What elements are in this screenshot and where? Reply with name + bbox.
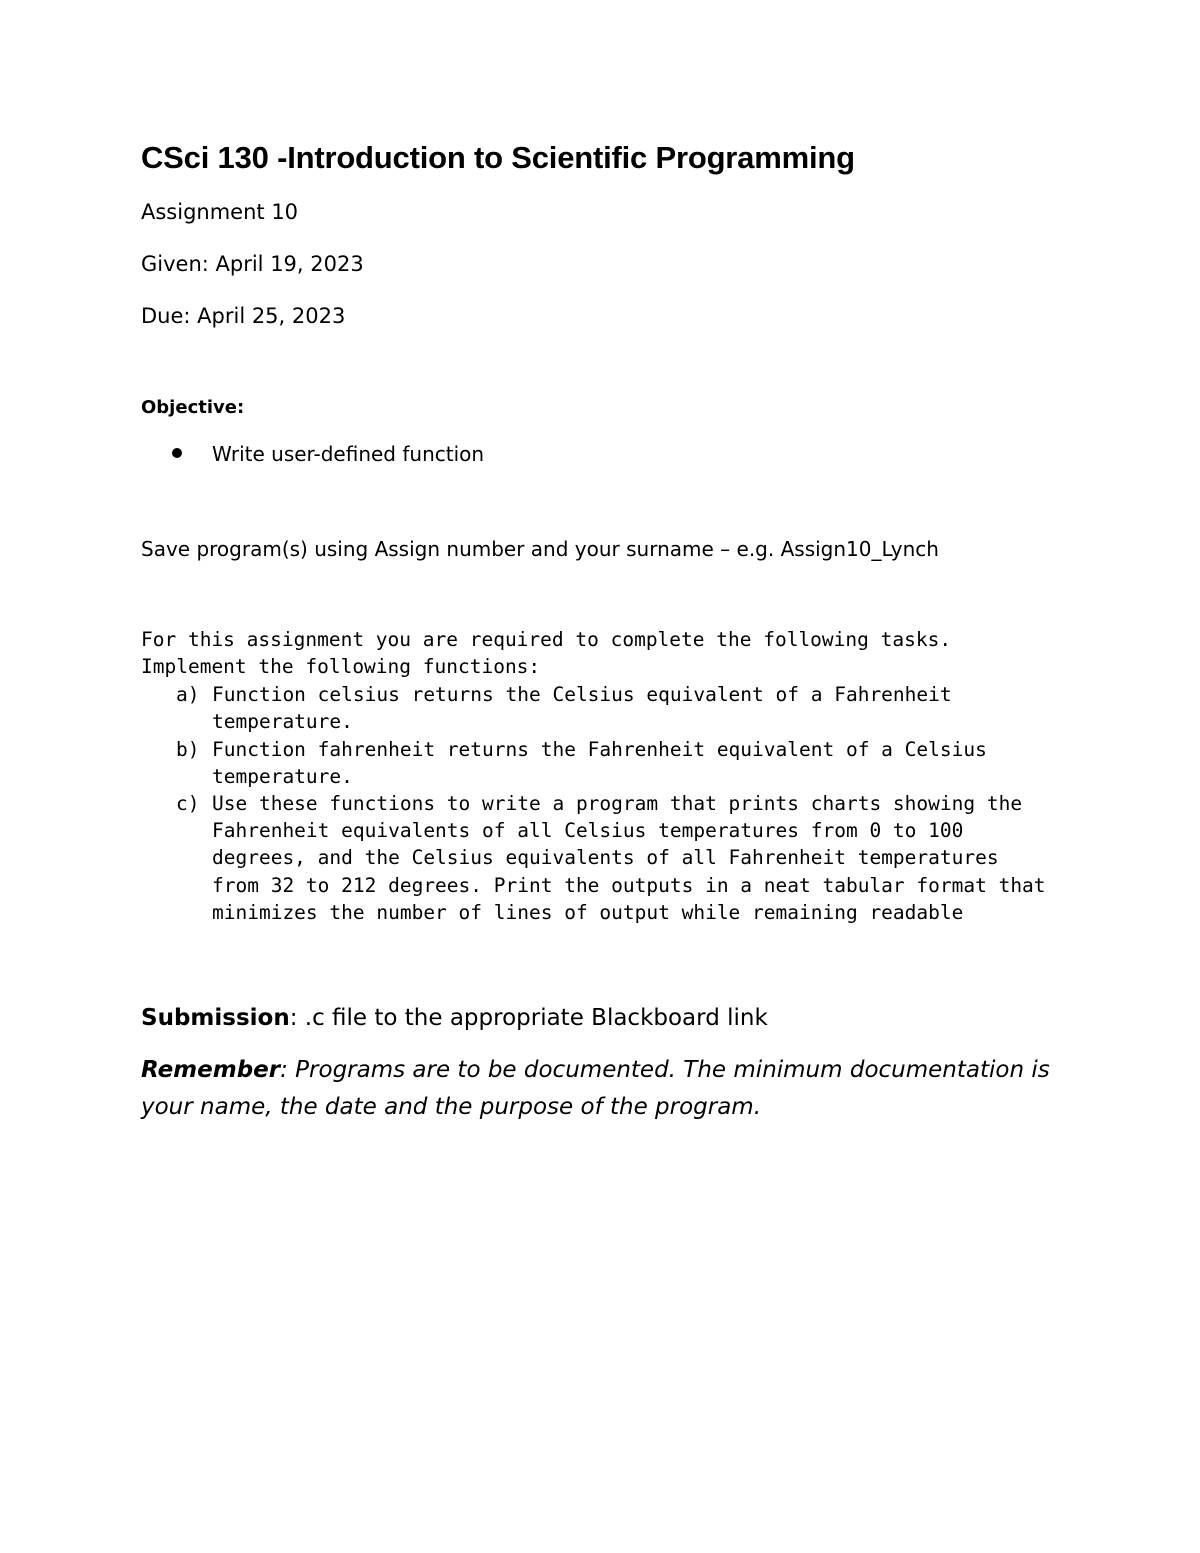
submission-label: Submission: [141, 1005, 290, 1031]
submission-line: [141, 1005, 768, 1031]
task-a-line: Function celsius returns the Celsius equivalent of a Fahrenheit: [212, 683, 952, 706]
save-instruction: Save program(s) using Assign number and your surname – e.g. Assign10_Lynch: [141, 537, 939, 561]
page-title: CSci 130 -Introduction to Scientific Programming: [141, 140, 855, 175]
due-date: Due: April 25, 2023: [141, 304, 346, 328]
tasks-intro-line2: Implement the following functions:: [141, 655, 541, 678]
remember-label: Remember: [141, 1057, 281, 1083]
objective-label: Objective:: [141, 397, 245, 418]
assignment-number: Assignment 10: [141, 200, 299, 224]
remember-line1: [141, 1057, 1050, 1083]
remember-text: : Programs are to be documented. The minimum documentation is: [280, 1057, 1050, 1083]
task-b-line: Function fahrenheit returns the Fahrenheit equivalent of a Celsius: [212, 738, 987, 761]
task-c-line: degrees, and the Celsius equivalents of all Fahrenheit temperatures: [212, 846, 999, 869]
task-b-line: temperature.: [212, 765, 353, 788]
task-b-marker: b): [176, 738, 200, 761]
task-c-line: minimizes the number of lines of output while remaining readable: [212, 901, 964, 924]
tasks-intro-line1: For this assignment you are required to complete the following tasks.: [141, 628, 952, 651]
task-c-marker: c): [176, 792, 200, 815]
task-a-line: temperature.: [212, 710, 353, 733]
given-date: Given: April 19, 2023: [141, 252, 364, 276]
task-c-line: Fahrenheit equivalents of all Celsius temperatures from 0 to 100: [212, 819, 964, 842]
remember-line2: your name, the date and the purpose of the program.: [141, 1094, 762, 1120]
bullet-icon: [172, 448, 182, 458]
task-c-line: from 32 to 212 degrees. Print the outputs in a neat tabular format that: [212, 874, 1046, 897]
task-a-marker: a): [176, 683, 200, 706]
objective-item: Write user-defined function: [212, 442, 485, 466]
submission-text: : .c file to the appropriate Blackboard link: [289, 1005, 768, 1031]
task-c-line: Use these functions to write a program that prints charts showing the: [212, 792, 1023, 815]
